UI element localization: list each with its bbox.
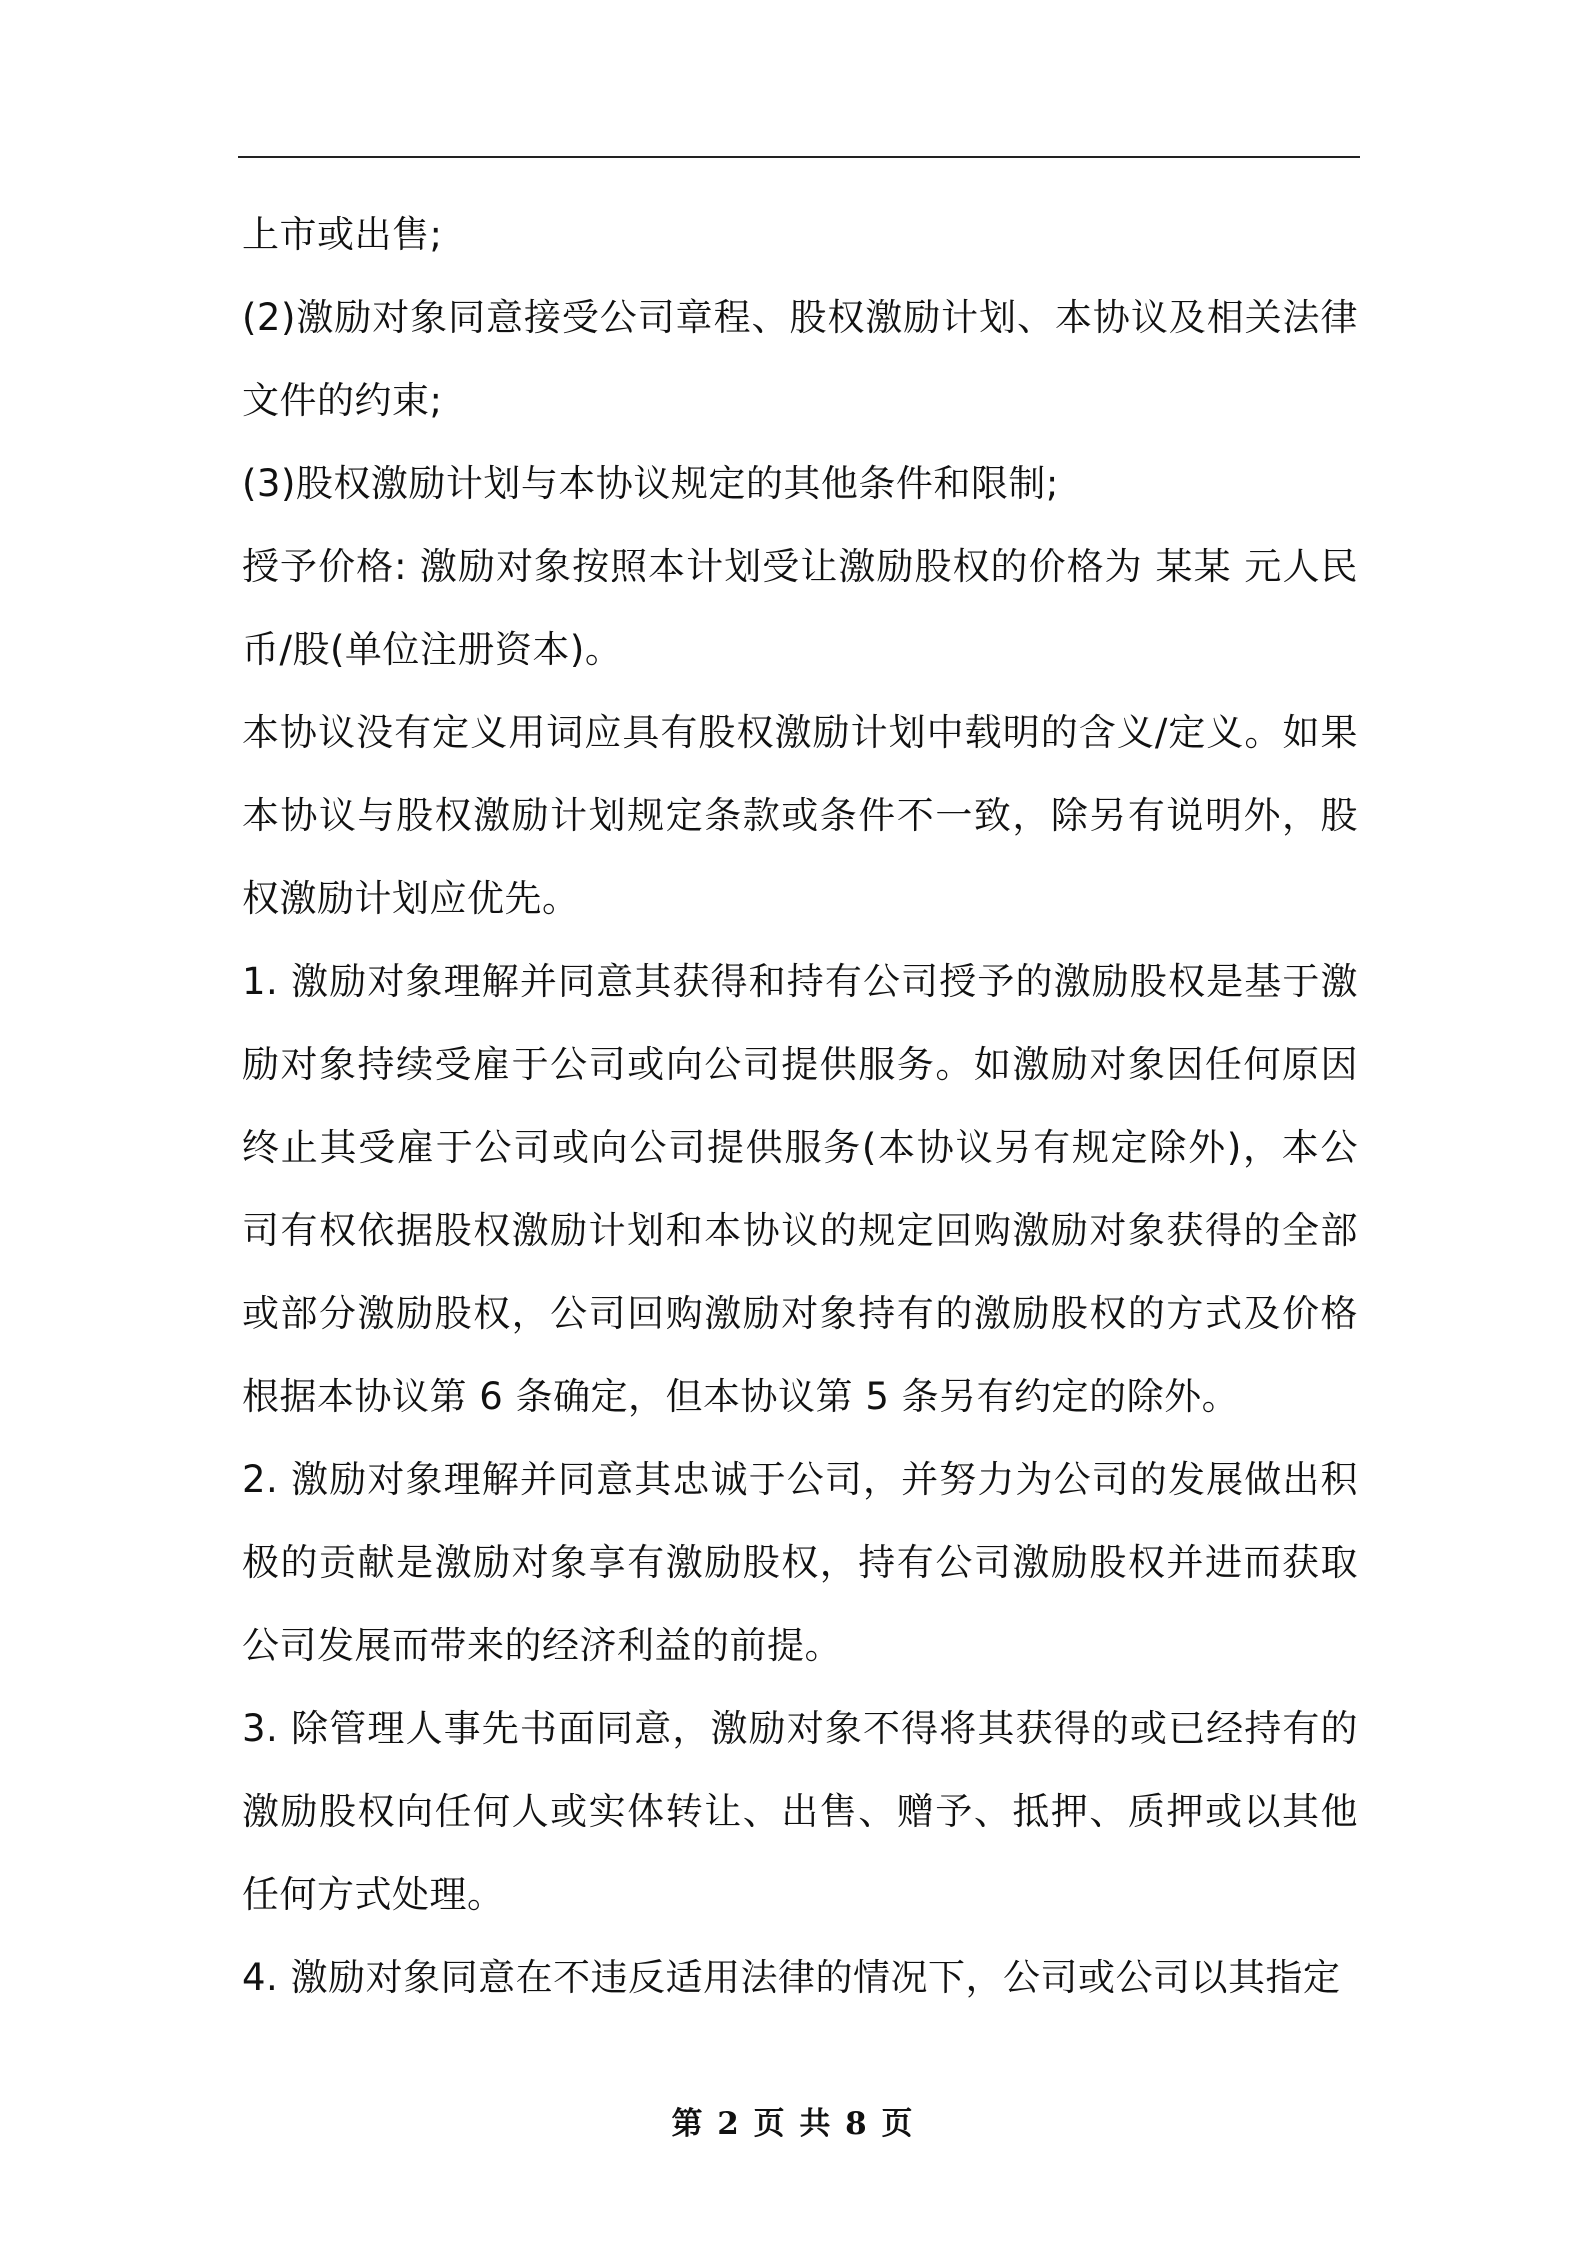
paragraph-1: 上市或出售;: [242, 213, 443, 256]
page-number: 第 2 页 共 8 页: [671, 2106, 915, 2142]
header-divider: [238, 156, 1360, 158]
paragraph-4: 授予价格: 激励对象按照本计划受让激励股权的价格为 某某 元人民币/股(单位注册资本)。: [242, 545, 1358, 671]
paragraph-9: 4. 激励对象同意在不违反适用法律的情况下，公司或公司以其指定: [242, 1956, 1341, 1999]
paragraph-8: 3. 除管理人事先书面同意，激励对象不得将其获得的或已经持有的激励股权向任何人或实体转让、出售、赠予、抵押、质押或以其他任何方式处理。: [242, 1707, 1358, 1916]
paragraph-2: (2)激励对象同意接受公司章程、股权激励计划、本协议及相关法律文件的约束;: [242, 296, 1358, 422]
document-body: [242, 193, 1358, 2019]
paragraph-6: 1. 激励对象理解并同意其获得和持有公司授予的激励股权是基于激励对象持续受雇于公司或向公司提供服务。如激励对象因任何原因终止其受雇于公司或向公司提供服务(本协议另有规定除外)，本公司有权依据股权激励计划和本协议的规定回购激励对象获得的全部或部分激励股权，公司回购激励对象持有的激励股权的方式及价格根据本协议第 6 条确定，但本协议第 5 条另有约定的除外。: [242, 960, 1358, 1418]
paragraph-5: 本协议没有定义用词应具有股权激励计划中载明的含义/定义。如果本协议与股权激励计划规定条款或条件不一致，除另有说明外，股权激励计划应优先。: [242, 711, 1358, 920]
paragraph-3: (3)股权激励计划与本协议规定的其他条件和限制;: [242, 462, 1059, 505]
paragraph-7: 2. 激励对象理解并同意其忠诚于公司，并努力为公司的发展做出积极的贡献是激励对象享有激励股权，持有公司激励股权并进而获取公司发展而带来的经济利益的前提。: [242, 1458, 1358, 1667]
